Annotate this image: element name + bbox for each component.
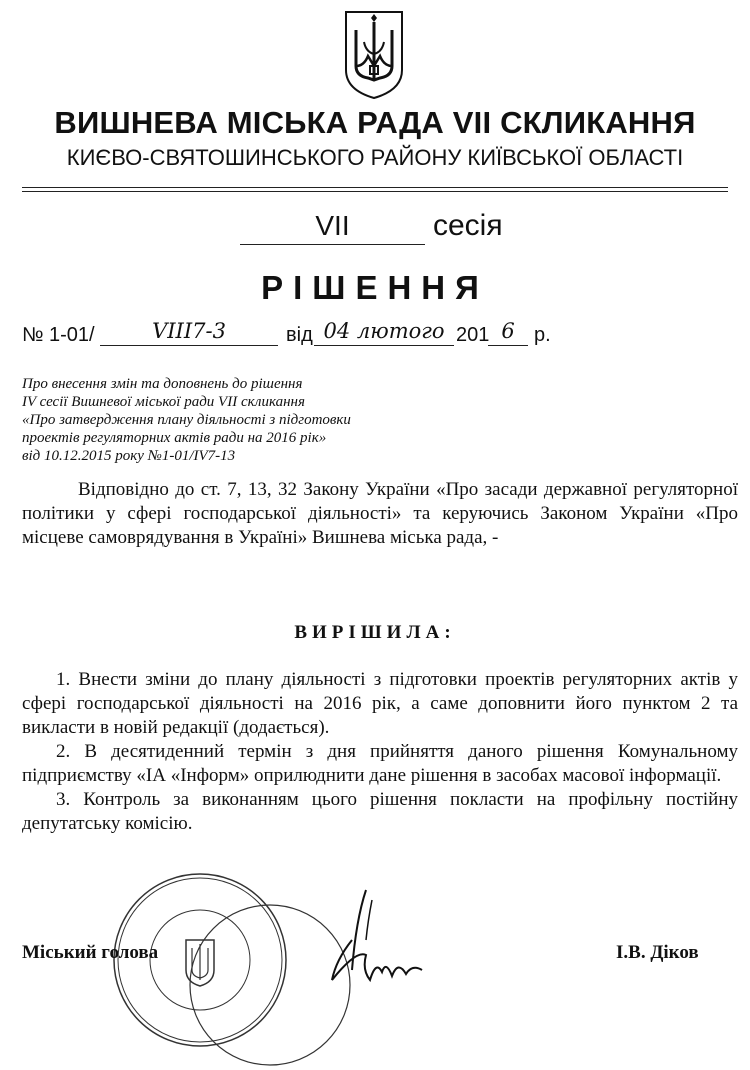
decision-subject: [22, 375, 442, 465]
resolutions-list: [22, 668, 738, 836]
decision-date-value: 04 лютого: [314, 318, 454, 346]
decision-number-prefix: № 1-01/: [22, 324, 95, 346]
decision-year-value: 6: [488, 318, 528, 346]
preamble-paragraph: Відповідно до ст. 7, 13, 32 Закону України «Про засади державної регуляторної політики у сфері господарської діяльності» та керуючись Законом України «Про місцеве самоврядування в Україні» Вишнева міська рада, -: [22, 479, 738, 548]
signature: [326, 880, 436, 1010]
signature-position: Міський голова: [22, 942, 159, 963]
resolution-item: 3. Контроль за виконанням цього рішення покласти на профільну постійну депутатську комісію.: [22, 789, 738, 834]
decision-year-suffix: р.: [534, 324, 551, 346]
council-name: ВИШНЕВА МІСЬКА РАДА VII СКЛИКАННЯ: [54, 105, 696, 140]
session-number: VII: [240, 208, 425, 245]
signature-name: І.В. Діков: [616, 942, 699, 963]
decision-title: РІШЕННЯ: [261, 269, 489, 306]
header-divider-second: [22, 191, 728, 192]
decision-year-prefix: 201: [456, 324, 490, 346]
resolution-item: 2. В десятиденний термін з дня прийняття даного рішення Комунальному підприємству «ІА «Інформ» оприлюднити дане рішення в засобах масової інформації.: [22, 741, 738, 786]
district-name: КИЄВО-СВЯТОШИНСЬКОГО РАЙОНУ КИЇВСЬКОЇ ОБЛАСТІ: [66, 145, 684, 170]
subject-line: від 10.12.2015 року №1-01/IV7-13: [22, 448, 236, 464]
resolved-heading: ВИРІШИЛА:: [294, 622, 456, 643]
subject-line: Про внесення змін та доповнень до рішення: [22, 376, 303, 392]
subject-line: «Про затвердження плану діяльності з підготовки: [22, 412, 351, 428]
coat-of-arms-icon: [342, 8, 406, 100]
decision-date-label: від: [286, 324, 313, 346]
decision-number-value: VIII7-3: [100, 318, 278, 346]
resolution-item: 1. Внести зміни до плану діяльності з підготовки проектів регуляторних актів у сфері господарської діяльності на 2016 рік, а саме доповнити його пунктом 2 та викласти в новій редакції (додається).: [22, 669, 738, 738]
subject-line: IV сесії Вишневої міської ради VII скликання: [22, 394, 305, 410]
header-divider: [22, 187, 728, 188]
decision-number-line: [22, 318, 562, 354]
session-label: сесія: [433, 209, 503, 242]
subject-line: проектів регуляторних актів ради на 2016 рік»: [22, 430, 327, 446]
session-line: [240, 208, 660, 248]
